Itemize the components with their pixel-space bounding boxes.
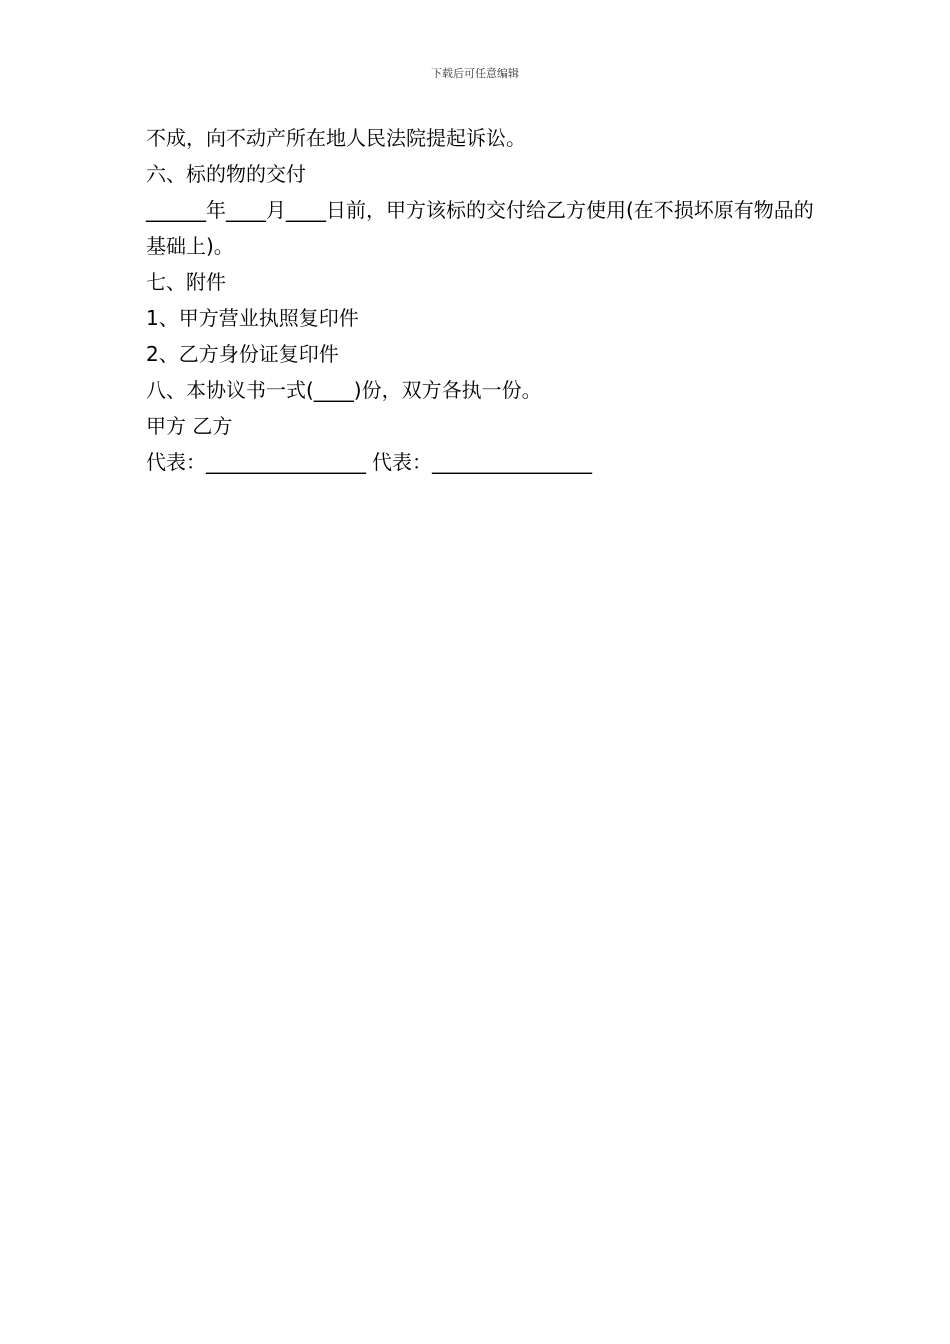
signature-party-b: 代表：________________ bbox=[372, 450, 592, 474]
section-6-title: 六、标的物的交付 bbox=[146, 162, 306, 186]
document-body bbox=[146, 120, 816, 480]
attachment-item-1: 1、甲方营业执照复印件 bbox=[146, 306, 359, 330]
attachment-item-2: 2、乙方身份证复印件 bbox=[146, 342, 339, 366]
dispute-clause-text: 不成，向不动产所在地人民法院提起诉讼。 bbox=[146, 126, 526, 150]
parties-line: 甲方 乙方 bbox=[146, 414, 233, 438]
section-6-text: ______年____月____日前，甲方该标的交付给乙方使用(在不损坏原有物品的基础上)。 bbox=[146, 198, 814, 258]
section-8-text: 八、本协议书一式(____)份，双方各执一份。 bbox=[146, 378, 542, 402]
page-header: 下载后可任意编辑 bbox=[431, 67, 519, 80]
signature-row bbox=[146, 444, 816, 480]
section-7-title: 七、附件 bbox=[146, 270, 226, 294]
signature-party-a: 代表：________________ bbox=[146, 450, 366, 474]
